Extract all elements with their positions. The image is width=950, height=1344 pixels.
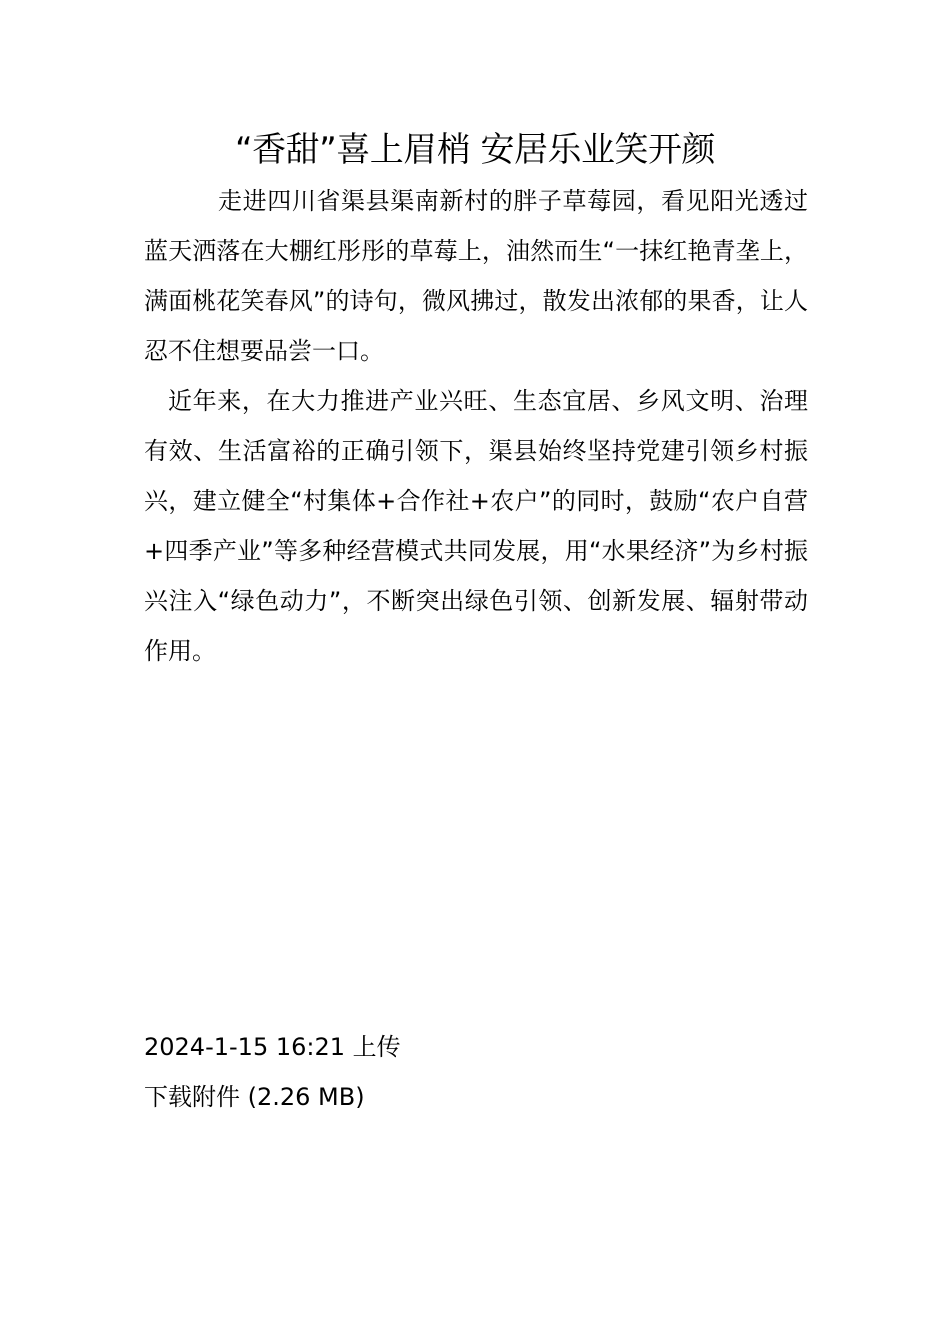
article-body — [144, 176, 808, 676]
paragraph-development: 近年来，在大力推进产业兴旺、生态宜居、乡风文明、治理有效、生活富裕的正确引领下，渠县始终坚持党建引领乡村振兴，建立健全“村集体+合作社+农户”的同时，鼓励“农户自营+四季产业”等多种经营模式共同发展，用“水果经济”为乡村振兴注入“绿色动力”，不断突出绿色引领、创新发展、辐射带动作用。 — [144, 387, 808, 665]
attachment-info — [144, 1022, 401, 1122]
upload-timestamp: 2024-1-15 16:21 上传 — [144, 1033, 401, 1061]
paragraph-intro: 走进四川省渠县渠南新村的胖子草莓园，看见阳光透过蓝天洒落在大棚红彤彤的草莓上，油然而生“一抹红艳青垄上，满面桃花笑春风”的诗句，微风拂过，散发出浓郁的果香，让人忍不住想要品尝一口。 — [144, 187, 808, 365]
download-attachment-link[interactable]: 下载附件 (2.26 MB) — [144, 1083, 365, 1111]
article-title: “香甜”喜上眉梢 安居乐业笑开颜 — [234, 130, 716, 170]
